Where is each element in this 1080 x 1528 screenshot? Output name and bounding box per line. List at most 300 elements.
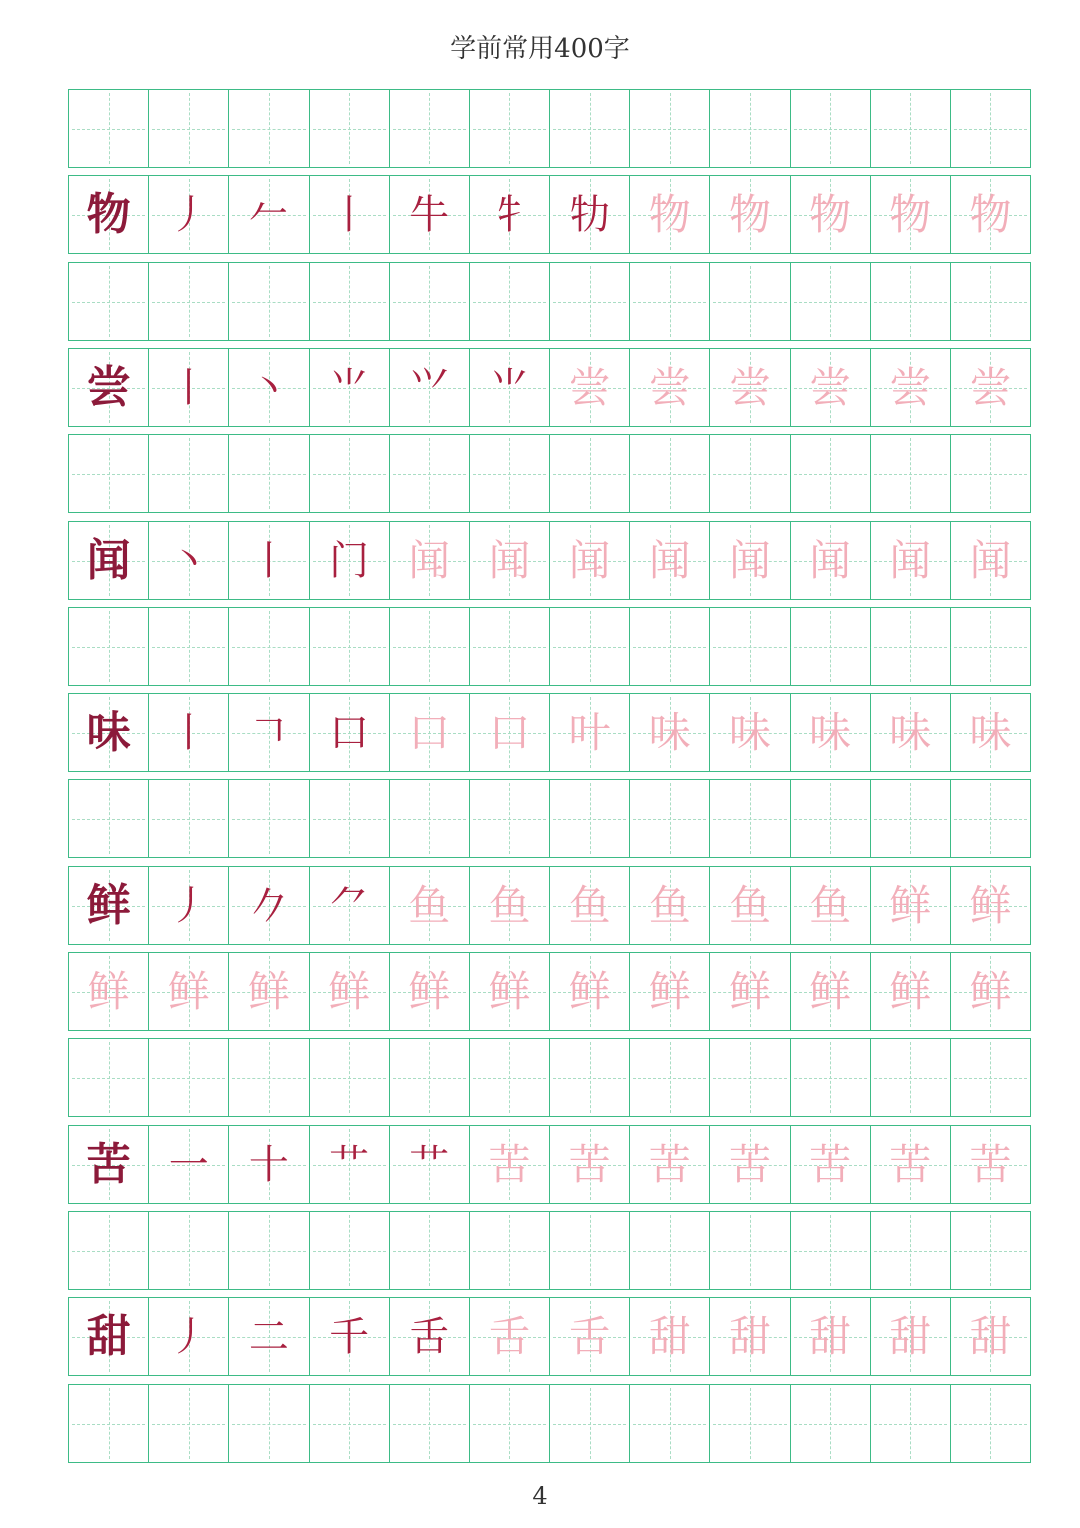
grid-cell <box>390 90 470 167</box>
trace-character: 口 <box>408 707 451 757</box>
grid-cell <box>229 1126 309 1203</box>
grid-cell <box>550 522 630 599</box>
practice-row <box>68 1297 1031 1376</box>
trace-character: 闻 <box>568 535 611 585</box>
grid-cell <box>630 780 710 857</box>
grid-cell <box>791 522 871 599</box>
trace-character: 闻 <box>889 535 932 585</box>
grid-cell <box>951 608 1030 685</box>
trace-character: 鲜 <box>167 966 210 1016</box>
grid-cell <box>149 1298 229 1375</box>
grid-cell <box>470 953 550 1030</box>
grid-cell <box>229 349 309 426</box>
grid-cell <box>69 1039 149 1116</box>
grid-cell <box>951 1385 1030 1462</box>
grid-cell <box>149 90 229 167</box>
model-character: 鲜 <box>86 879 131 931</box>
trace-character: 甜 <box>889 1311 932 1361</box>
grid-cell <box>390 867 470 944</box>
grid-cell <box>310 780 390 857</box>
grid-cell <box>470 90 550 167</box>
grid-cell <box>871 780 951 857</box>
practice-row-empty <box>68 1211 1031 1290</box>
grid-cell <box>550 953 630 1030</box>
trace-character: 鲜 <box>488 966 531 1016</box>
stroke-order-step: ⺌ <box>329 364 370 411</box>
grid-cell <box>390 522 470 599</box>
practice-row <box>68 866 1031 945</box>
grid-cell <box>69 953 149 1030</box>
grid-cell <box>710 608 790 685</box>
trace-character: 尝 <box>568 362 611 412</box>
trace-character: 闻 <box>488 535 531 585</box>
trace-character: 尝 <box>889 362 932 412</box>
grid-cell <box>149 1126 229 1203</box>
grid-cell <box>550 867 630 944</box>
practice-row <box>68 348 1031 427</box>
grid-cell <box>550 1212 630 1289</box>
grid-cell <box>229 435 309 512</box>
model-character: 物 <box>86 188 131 240</box>
stroke-order-step: 丿 <box>168 882 209 929</box>
grid-cell <box>229 1039 309 1116</box>
grid-cell <box>951 1039 1030 1116</box>
grid-cell <box>791 1126 871 1203</box>
grid-cell <box>390 263 470 340</box>
trace-character: 闻 <box>809 535 852 585</box>
trace-character: 物 <box>728 189 771 239</box>
grid-cell <box>390 1126 470 1203</box>
trace-character: 鲜 <box>889 966 932 1016</box>
grid-cell <box>69 349 149 426</box>
grid-cell <box>69 780 149 857</box>
stroke-order-step: 丿 <box>168 191 209 238</box>
stroke-order-step: 𠃍 <box>248 709 289 756</box>
grid-cell <box>470 1385 550 1462</box>
trace-character: 鲜 <box>809 966 852 1016</box>
grid-cell <box>951 176 1030 253</box>
grid-cell <box>390 608 470 685</box>
grid-cell <box>550 1298 630 1375</box>
stroke-order-step: 牞 <box>569 191 610 238</box>
trace-character: 鱼 <box>408 880 451 930</box>
grid-cell <box>871 953 951 1030</box>
grid-cell <box>791 90 871 167</box>
grid-cell <box>630 522 710 599</box>
grid-cell <box>791 435 871 512</box>
practice-row <box>68 1125 1031 1204</box>
trace-character: 闻 <box>408 535 451 585</box>
grid-cell <box>229 608 309 685</box>
practice-row-empty <box>68 262 1031 341</box>
trace-character: 鲜 <box>969 966 1012 1016</box>
grid-cell <box>550 1385 630 1462</box>
stroke-order-step: 牛 <box>409 191 450 238</box>
trace-character: 鲜 <box>408 966 451 1016</box>
stroke-order-step: 丨 <box>248 537 289 584</box>
grid-cell <box>630 694 710 771</box>
practice-row <box>68 693 1031 772</box>
trace-character: 鱼 <box>488 880 531 930</box>
grid-cell <box>951 694 1030 771</box>
grid-cell <box>310 608 390 685</box>
grid-cell <box>310 694 390 771</box>
grid-cell <box>630 1298 710 1375</box>
grid-cell <box>149 953 229 1030</box>
trace-character: 尝 <box>648 362 691 412</box>
grid-cell <box>470 1298 550 1375</box>
trace-character: 尝 <box>728 362 771 412</box>
stroke-order-step: 丶 <box>248 364 289 411</box>
model-character: 闻 <box>86 534 131 586</box>
practice-row-empty <box>68 434 1031 513</box>
stroke-order-step: 门 <box>329 537 370 584</box>
grid-cell <box>871 435 951 512</box>
grid-cell <box>310 953 390 1030</box>
trace-character: 苦 <box>728 1139 771 1189</box>
grid-cell <box>630 867 710 944</box>
grid-cell <box>149 435 229 512</box>
grid-cell <box>390 349 470 426</box>
grid-cell <box>229 953 309 1030</box>
grid-cell <box>470 780 550 857</box>
grid-cell <box>871 1126 951 1203</box>
stroke-order-step: 丨 <box>329 191 370 238</box>
stroke-order-step: 艹 <box>409 1141 450 1188</box>
trace-character: 甜 <box>728 1311 771 1361</box>
grid-cell <box>951 349 1030 426</box>
grid-cell <box>69 1298 149 1375</box>
trace-character: 物 <box>648 189 691 239</box>
grid-cell <box>710 90 790 167</box>
stroke-order-step: 𠂉 <box>248 191 289 238</box>
grid-cell <box>229 1212 309 1289</box>
grid-cell <box>310 1298 390 1375</box>
grid-cell <box>791 1212 871 1289</box>
grid-cell <box>69 90 149 167</box>
trace-character: 叶 <box>568 707 611 757</box>
model-character: 苦 <box>86 1138 131 1190</box>
grid-cell <box>69 694 149 771</box>
grid-cell <box>550 90 630 167</box>
grid-cell <box>470 176 550 253</box>
grid-cell <box>229 780 309 857</box>
grid-cell <box>791 953 871 1030</box>
grid-cell <box>951 435 1030 512</box>
grid-cell <box>710 1212 790 1289</box>
stroke-order-step: 丶 <box>168 537 209 584</box>
grid-cell <box>69 867 149 944</box>
trace-character: 鱼 <box>809 880 852 930</box>
stroke-order-step: 千 <box>329 1313 370 1360</box>
grid-cell <box>310 1385 390 1462</box>
grid-cell <box>951 263 1030 340</box>
grid-cell <box>550 1126 630 1203</box>
grid-cell <box>710 1126 790 1203</box>
model-character: 尝 <box>86 361 131 413</box>
grid-cell <box>69 176 149 253</box>
grid-cell <box>710 522 790 599</box>
grid-cell <box>550 176 630 253</box>
grid-cell <box>149 1212 229 1289</box>
grid-cell <box>149 176 229 253</box>
trace-character: 鲜 <box>87 966 130 1016</box>
grid-cell <box>871 694 951 771</box>
grid-cell <box>229 867 309 944</box>
grid-cell <box>550 349 630 426</box>
grid-cell <box>710 435 790 512</box>
grid-cell <box>310 435 390 512</box>
trace-character: 舌 <box>488 1311 531 1361</box>
grid-cell <box>69 1385 149 1462</box>
grid-cell <box>470 694 550 771</box>
grid-cell <box>791 867 871 944</box>
grid-cell <box>791 1385 871 1462</box>
grid-cell <box>710 1039 790 1116</box>
grid-cell <box>310 522 390 599</box>
grid-cell <box>630 1212 710 1289</box>
practice-row <box>68 952 1031 1031</box>
trace-character: 尝 <box>969 362 1012 412</box>
grid-cell <box>470 1212 550 1289</box>
grid-cell <box>871 176 951 253</box>
grid-cell <box>710 694 790 771</box>
trace-character: 味 <box>969 707 1012 757</box>
practice-row <box>68 175 1031 254</box>
grid-cell <box>871 1039 951 1116</box>
practice-row <box>68 521 1031 600</box>
grid-cell <box>470 1126 550 1203</box>
grid-cell <box>710 780 790 857</box>
trace-character: 鲜 <box>889 880 932 930</box>
trace-character: 闻 <box>728 535 771 585</box>
grid-cell <box>630 608 710 685</box>
trace-character: 味 <box>728 707 771 757</box>
trace-character: 尝 <box>809 362 852 412</box>
grid-cell <box>149 1385 229 1462</box>
grid-cell <box>69 263 149 340</box>
grid-cell <box>550 694 630 771</box>
grid-cell <box>630 90 710 167</box>
grid-cell <box>630 1039 710 1116</box>
trace-character: 闻 <box>648 535 691 585</box>
trace-character: 苦 <box>809 1139 852 1189</box>
grid-cell <box>630 349 710 426</box>
grid-cell <box>871 608 951 685</box>
trace-character: 舌 <box>568 1311 611 1361</box>
grid-cell <box>951 1126 1030 1203</box>
grid-cell <box>550 780 630 857</box>
stroke-order-step: 丨 <box>168 364 209 411</box>
stroke-order-step: 十 <box>248 1141 289 1188</box>
grid-cell <box>229 522 309 599</box>
grid-cell <box>310 867 390 944</box>
grid-cell <box>710 263 790 340</box>
grid-cell <box>310 1212 390 1289</box>
trace-character: 苦 <box>648 1139 691 1189</box>
grid-cell <box>69 1126 149 1203</box>
grid-cell <box>229 694 309 771</box>
grid-cell <box>871 263 951 340</box>
practice-row-empty <box>68 1384 1031 1463</box>
grid-cell <box>390 1385 470 1462</box>
grid-cell <box>149 608 229 685</box>
page-number: 4 <box>532 1482 548 1510</box>
stroke-order-step: ⺍ <box>409 364 450 411</box>
grid-cell <box>710 1385 790 1462</box>
grid-cell <box>951 953 1030 1030</box>
practice-row-empty <box>68 779 1031 858</box>
trace-character: 鲜 <box>728 966 771 1016</box>
practice-row-empty <box>68 1038 1031 1117</box>
grid-cell <box>550 608 630 685</box>
grid-cell <box>871 1385 951 1462</box>
grid-cell <box>390 1039 470 1116</box>
grid-cell <box>149 263 229 340</box>
grid-cell <box>791 780 871 857</box>
grid-cell <box>229 1298 309 1375</box>
stroke-order-step: 口 <box>329 709 370 756</box>
trace-character: 闻 <box>969 535 1012 585</box>
model-character: 甜 <box>86 1310 131 1362</box>
grid-cell <box>470 349 550 426</box>
page-title: 学前常用400字 <box>450 34 630 64</box>
grid-cell <box>470 435 550 512</box>
trace-character: 味 <box>889 707 932 757</box>
grid-cell <box>630 1385 710 1462</box>
trace-character: 甜 <box>969 1311 1012 1361</box>
grid-cell <box>310 90 390 167</box>
grid-cell <box>390 176 470 253</box>
stroke-order-step: 丿 <box>168 1313 209 1360</box>
grid-cell <box>871 1298 951 1375</box>
grid-cell <box>630 953 710 1030</box>
grid-cell <box>951 90 1030 167</box>
trace-character: 苦 <box>568 1139 611 1189</box>
grid-cell <box>871 1212 951 1289</box>
grid-cell <box>791 263 871 340</box>
grid-cell <box>791 608 871 685</box>
grid-cell <box>390 780 470 857</box>
grid-cell <box>470 263 550 340</box>
trace-character: 味 <box>648 707 691 757</box>
stroke-order-step: ⺈ <box>329 882 370 929</box>
grid-cell <box>710 176 790 253</box>
grid-cell <box>710 953 790 1030</box>
grid-cell <box>229 176 309 253</box>
grid-cell <box>310 1126 390 1203</box>
trace-character: 鲜 <box>568 966 611 1016</box>
grid-cell <box>390 435 470 512</box>
grid-cell <box>69 435 149 512</box>
grid-cell <box>470 867 550 944</box>
trace-character: 物 <box>969 189 1012 239</box>
grid-cell <box>149 867 229 944</box>
practice-row-empty <box>68 89 1031 168</box>
stroke-order-step: 艹 <box>329 1141 370 1188</box>
grid-cell <box>229 90 309 167</box>
grid-cell <box>871 522 951 599</box>
stroke-order-step: ⺌ <box>489 364 530 411</box>
grid-cell <box>630 176 710 253</box>
grid-cell <box>951 522 1030 599</box>
trace-character: 鲜 <box>969 880 1012 930</box>
grid-cell <box>310 263 390 340</box>
stroke-order-step: 舌 <box>409 1313 450 1360</box>
trace-character: 口 <box>488 707 531 757</box>
stroke-order-step: 牜 <box>489 191 530 238</box>
grid-cell <box>550 435 630 512</box>
grid-cell <box>69 522 149 599</box>
grid-cell <box>470 608 550 685</box>
grid-cell <box>791 1039 871 1116</box>
grid-cell <box>390 1212 470 1289</box>
grid-cell <box>149 694 229 771</box>
grid-cell <box>229 263 309 340</box>
stroke-order-step: 𠂊 <box>248 882 289 929</box>
trace-character: 苦 <box>889 1139 932 1189</box>
model-character: 味 <box>86 706 131 758</box>
grid-cell <box>550 1039 630 1116</box>
grid-cell <box>871 90 951 167</box>
grid-cell <box>791 694 871 771</box>
grid-cell <box>149 780 229 857</box>
grid-cell <box>951 867 1030 944</box>
trace-character: 鲜 <box>247 966 290 1016</box>
stroke-order-step: 二 <box>248 1313 289 1360</box>
grid-cell <box>390 953 470 1030</box>
grid-cell <box>871 867 951 944</box>
trace-character: 鱼 <box>648 880 691 930</box>
stroke-order-step: 丨 <box>168 709 209 756</box>
grid-cell <box>951 1298 1030 1375</box>
grid-cell <box>630 263 710 340</box>
grid-cell <box>229 1385 309 1462</box>
trace-character: 鱼 <box>568 880 611 930</box>
trace-character: 物 <box>889 189 932 239</box>
grid-cell <box>550 263 630 340</box>
grid-cell <box>630 1126 710 1203</box>
grid-cell <box>310 1039 390 1116</box>
grid-cell <box>310 176 390 253</box>
grid-cell <box>69 1212 149 1289</box>
grid-cell <box>149 522 229 599</box>
stroke-order-step: 一 <box>168 1141 209 1188</box>
trace-character: 鲜 <box>328 966 371 1016</box>
grid-cell <box>791 1298 871 1375</box>
grid-cell <box>630 435 710 512</box>
grid-cell <box>470 522 550 599</box>
practice-row-empty <box>68 607 1031 686</box>
trace-character: 味 <box>809 707 852 757</box>
grid-cell <box>149 1039 229 1116</box>
grid-cell <box>951 1212 1030 1289</box>
grid-cell <box>470 1039 550 1116</box>
grid-cell <box>710 349 790 426</box>
grid-cell <box>791 176 871 253</box>
trace-character: 苦 <box>488 1139 531 1189</box>
grid-cell <box>951 780 1030 857</box>
grid-cell <box>871 349 951 426</box>
grid-cell <box>710 867 790 944</box>
grid-cell <box>310 349 390 426</box>
grid-cell <box>791 349 871 426</box>
trace-character: 鱼 <box>728 880 771 930</box>
trace-character: 苦 <box>969 1139 1012 1189</box>
grid-cell <box>390 1298 470 1375</box>
trace-character: 甜 <box>648 1311 691 1361</box>
grid-cell <box>149 349 229 426</box>
